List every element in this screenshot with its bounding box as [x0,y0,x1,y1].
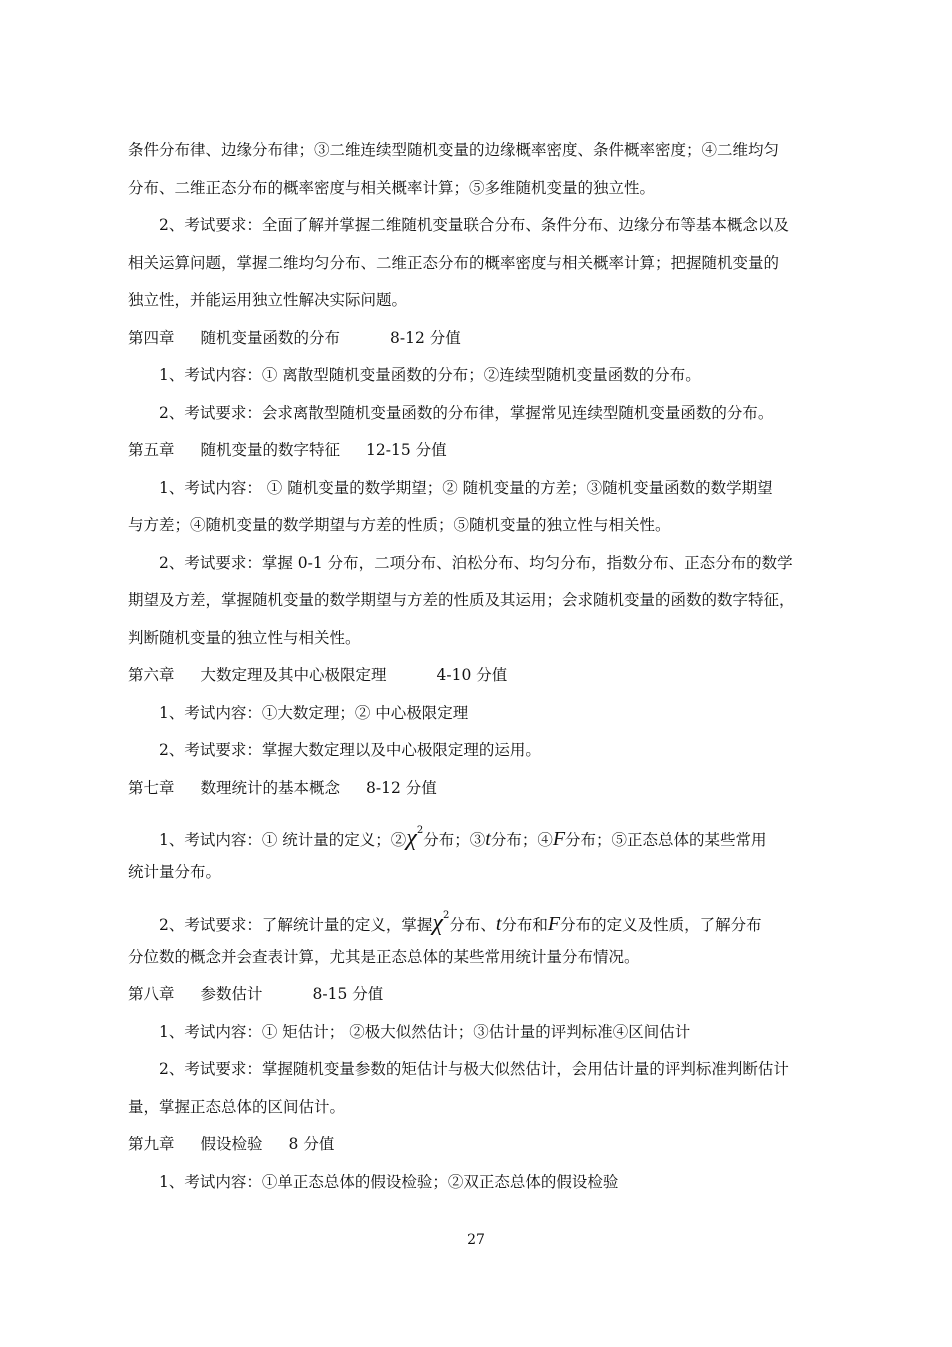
f-symbol: F [547,912,561,935]
paragraph-line: 2、考试要求：掌握 0-1 分布，二项分布、泊松分布、均匀分布，指数分布、正态分布的数学 [159,553,793,572]
chapter-heading-7 [128,778,840,798]
superscript-2: 2 [442,909,450,921]
paragraph-line: 2、考试要求：掌握随机变量参数的矩估计与极大似然估计，会用估计量的评判标准判断估计 [159,1060,789,1078]
chi-symbol: χ [406,825,417,851]
chapter-title: 数理统计的基本概念 [200,778,341,797]
f-symbol: F [552,828,566,850]
text-segment: 1、考试内容：① 统计量的定义；② [159,831,407,849]
paragraph-line: 与方差；④随机变量的数学期望与方差的性质；⑤随机变量的独立性与相关性。 [128,516,671,534]
text-segment: 2、考试要求：了解统计量的定义，掌握 [159,915,433,934]
paragraph-line: 相关运算问题，掌握二维均匀分布、二维正态分布的概率密度与相关概率计算；把握随机变量的 [128,253,780,272]
text-segment: 分布、 [449,915,496,934]
paragraph-line: 分布、二维正态分布的概率密度与相关概率计算；⑤多维随机变量的独立性。 [128,178,656,197]
text-segment: 分布的定义及性质，了解分布 [560,915,762,934]
paragraph-line: 2、考试要求：掌握大数定理以及中心极限定理的运用。 [159,741,541,759]
chapter-score: 8-12 分值 [390,328,461,347]
chapter-title: 大数定理及其中心极限定理 [200,666,387,684]
chapter-title: 随机变量的数字特征 [200,441,341,459]
chapter-label: 第五章 [128,441,175,459]
paragraph-line: 量，掌握正态总体的区间估计。 [128,1097,346,1116]
paragraph-line: 条件分布律、边缘分布律；③二维连续型随机变量的边缘概率密度、条件概率密度；④二维均匀 [128,141,780,159]
paragraph-line: 分位数的概念并会查表计算，尤其是正态总体的某些常用统计量分布情况。 [128,947,640,966]
chapter-label: 第七章 [128,778,175,797]
paragraph-line: 1、考试内容：①单正态总体的假设检验；②双正态总体的假设检验 [159,1172,619,1191]
chapter-title: 随机变量函数的分布 [200,328,341,347]
paragraph-line: 1、考试内容： ① 随机变量的数学期望；② 随机变量的方差；③随机变量函数的数学期望 [159,478,773,497]
chapter-score: 8-15 分值 [312,985,384,1003]
page-number: 27 [467,1232,485,1248]
paragraph-line: 2、考试要求：全面了解并掌握二维随机变量联合分布、条件分布、边缘分布等基本概念以及 [159,216,789,234]
paragraph-line: 独立性，并能运用独立性解决实际问题。 [128,291,408,309]
chapter-score: 8-12 分值 [366,778,437,797]
ch7-require-line [128,900,840,936]
t-symbol: t [485,828,491,850]
page-body [128,140,840,1209]
paragraph-line: 1、考试内容：①大数定理；② 中心极限定理 [159,703,469,722]
chapter-label: 第四章 [128,328,175,347]
text-segment: 分布；⑤正态总体的某些常用 [565,831,767,849]
chapter-score: 12-15 分值 [366,441,447,459]
chapter-heading-8 [128,984,840,1004]
text-segment: 分布和 [501,915,548,934]
chapter-heading-6 [128,665,840,685]
text-segment: 分布；④ [490,831,553,849]
chapter-score: 8 分值 [288,1135,335,1153]
chapter-score: 4-10 分值 [436,666,508,684]
paragraph-line: 期望及方差，掌握随机变量的数学期望与方差的性质及其运用；会求随机变量的函数的数字特征， [128,591,795,609]
paragraph-line: 1、考试内容：① 矩估计； ②极大似然估计；③估计量的评判标准④区间估计 [159,1022,691,1041]
text-segment: 分布；③ [423,831,486,849]
ch7-content-line [128,815,840,851]
chapter-title: 参数估计 [200,985,263,1003]
paragraph-line: 判断随机变量的独立性与相关性。 [128,628,361,647]
t-symbol: t [495,912,502,935]
chapter-heading-5 [128,440,840,460]
chapter-title: 假设检验 [200,1135,263,1153]
chi-symbol: χ [432,909,443,936]
chapter-label: 第九章 [128,1135,175,1153]
paragraph-line: 统计量分布。 [128,863,222,881]
chapter-label: 第六章 [128,666,175,684]
paragraph-line: 2、考试要求：会求离散型随机变量函数的分布律，掌握常见连续型随机变量函数的分布。 [159,403,774,422]
chapter-label: 第八章 [128,985,175,1003]
chapter-heading-4 [128,328,840,348]
chapter-heading-9 [128,1134,840,1154]
paragraph-line: 1、考试内容：① 离散型随机变量函数的分布；②连续型随机变量函数的分布。 [159,366,701,384]
superscript-2: 2 [416,825,424,836]
